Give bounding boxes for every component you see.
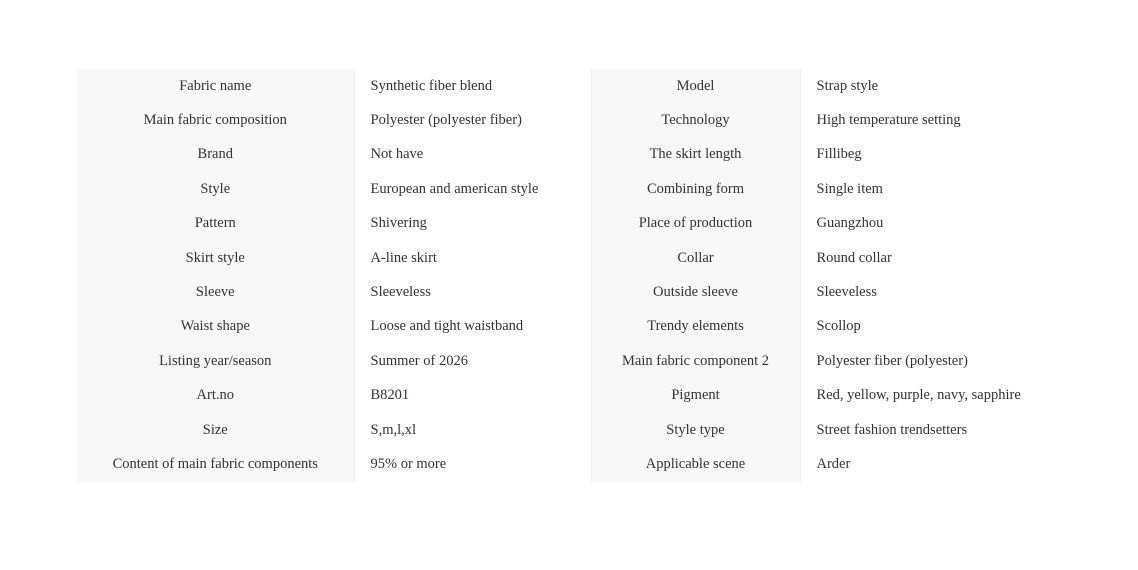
spec-value: Round collar [800, 241, 1054, 275]
spec-value: Loose and tight waistband [354, 310, 591, 344]
spec-value: Sleeveless [354, 275, 591, 309]
spec-value: Synthetic fiber blend [354, 69, 591, 103]
spec-label: Main fabric composition [77, 103, 354, 137]
spec-value: Strap style [800, 69, 1054, 103]
spec-value: A-line skirt [354, 241, 591, 275]
spec-value: 95% or more [354, 447, 591, 481]
table-row [77, 379, 1054, 413]
product-spec-table [77, 69, 1054, 482]
spec-label: Technology [591, 103, 800, 137]
table-row [77, 447, 1054, 481]
spec-label: Applicable scene [591, 447, 800, 481]
spec-label: Outside sleeve [591, 275, 800, 309]
spec-label: Pigment [591, 379, 800, 413]
spec-value: Not have [354, 138, 591, 172]
spec-table-body [77, 69, 1054, 482]
spec-label: Waist shape [77, 310, 354, 344]
spec-label: Fabric name [77, 69, 354, 103]
spec-label: Pattern [77, 207, 354, 241]
spec-value: Single item [800, 172, 1054, 206]
spec-label: Art.no [77, 379, 354, 413]
spec-label: Skirt style [77, 241, 354, 275]
spec-label: Listing year/season [77, 344, 354, 378]
spec-value: Polyester fiber (polyester) [800, 344, 1054, 378]
spec-value: Guangzhou [800, 207, 1054, 241]
spec-value: S,m,l,xl [354, 413, 591, 447]
spec-value: Street fashion trendsetters [800, 413, 1054, 447]
spec-label: Brand [77, 138, 354, 172]
spec-label: Combining form [591, 172, 800, 206]
spec-value: Red, yellow, purple, navy, sapphire [800, 379, 1054, 413]
table-row [77, 138, 1054, 172]
spec-label: Model [591, 69, 800, 103]
spec-value: Fillibeg [800, 138, 1054, 172]
table-row [77, 207, 1054, 241]
spec-label: Collar [591, 241, 800, 275]
table-row [77, 241, 1054, 275]
spec-value: European and american style [354, 172, 591, 206]
spec-value: Sleeveless [800, 275, 1054, 309]
spec-label: Style type [591, 413, 800, 447]
spec-value: Arder [800, 447, 1054, 481]
table-row [77, 172, 1054, 206]
spec-value: Polyester (polyester fiber) [354, 103, 591, 137]
table-row [77, 413, 1054, 447]
spec-label: Trendy elements [591, 310, 800, 344]
spec-label: Style [77, 172, 354, 206]
table-row [77, 344, 1054, 378]
table-row [77, 275, 1054, 309]
spec-value: Summer of 2026 [354, 344, 591, 378]
spec-label: Content of main fabric components [77, 447, 354, 481]
table-row [77, 310, 1054, 344]
spec-value: Scollop [800, 310, 1054, 344]
spec-value: Shivering [354, 207, 591, 241]
spec-label: Main fabric component 2 [591, 344, 800, 378]
spec-value: High temperature setting [800, 103, 1054, 137]
spec-label: The skirt length [591, 138, 800, 172]
table-row [77, 69, 1054, 103]
table-row [77, 103, 1054, 137]
spec-label: Sleeve [77, 275, 354, 309]
spec-label: Place of production [591, 207, 800, 241]
spec-value: B8201 [354, 379, 591, 413]
spec-label: Size [77, 413, 354, 447]
